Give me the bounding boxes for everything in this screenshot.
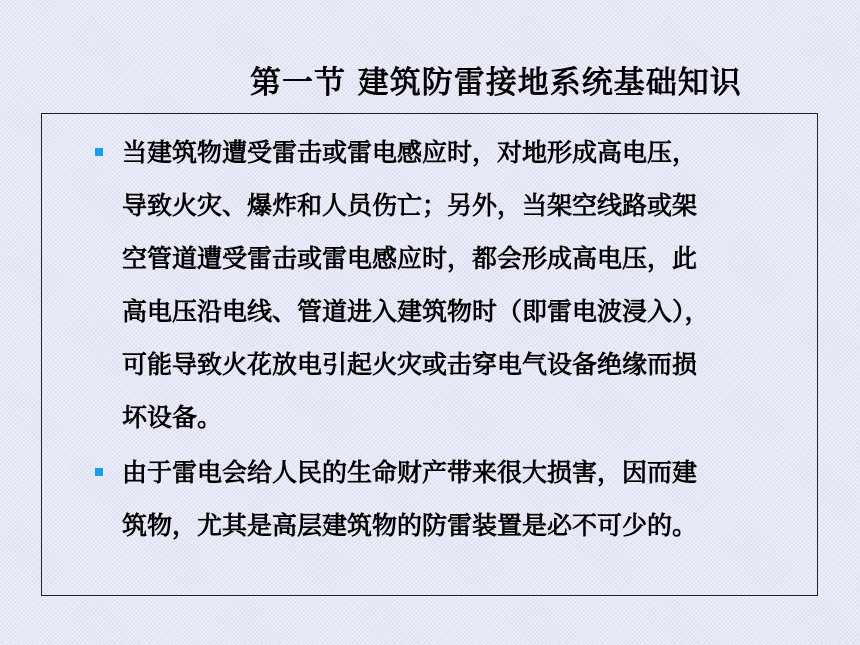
bullet-item <box>42 126 817 444</box>
bullet-item <box>42 446 817 552</box>
bullet-list <box>42 126 817 554</box>
bullet-line: 筑物，尤其是高层建筑物的防雷装置是必不可少的。 <box>122 511 698 540</box>
bullet-line: 坏设备。 <box>122 403 223 432</box>
bullet-line: 空管道遭受雷击或雷电感应时，都会形成高电压，此 <box>122 244 698 273</box>
bullet-line: 导致火灾、爆炸和人员伤亡；另外，当架空线路或架 <box>122 191 698 220</box>
content-box <box>41 113 818 596</box>
bullet-line: 可能导致火花放电引起火灾或击穿电气设备绝缘而损 <box>122 350 698 379</box>
bullet-line: 高电压沿电线、管道进入建筑物时（即雷电波浸入）， <box>122 297 710 326</box>
slide-title: 第一节 建筑防雷接地系统基础知识 <box>250 65 742 101</box>
bullet-line: 当建筑物遭受雷击或雷电感应时，对地形成高电压， <box>122 138 698 167</box>
square-bullet-icon <box>95 148 103 156</box>
square-bullet-icon <box>95 468 103 476</box>
bullet-line: 由于雷电会给人民的生命财产带来很大损害，因而建 <box>122 458 698 487</box>
